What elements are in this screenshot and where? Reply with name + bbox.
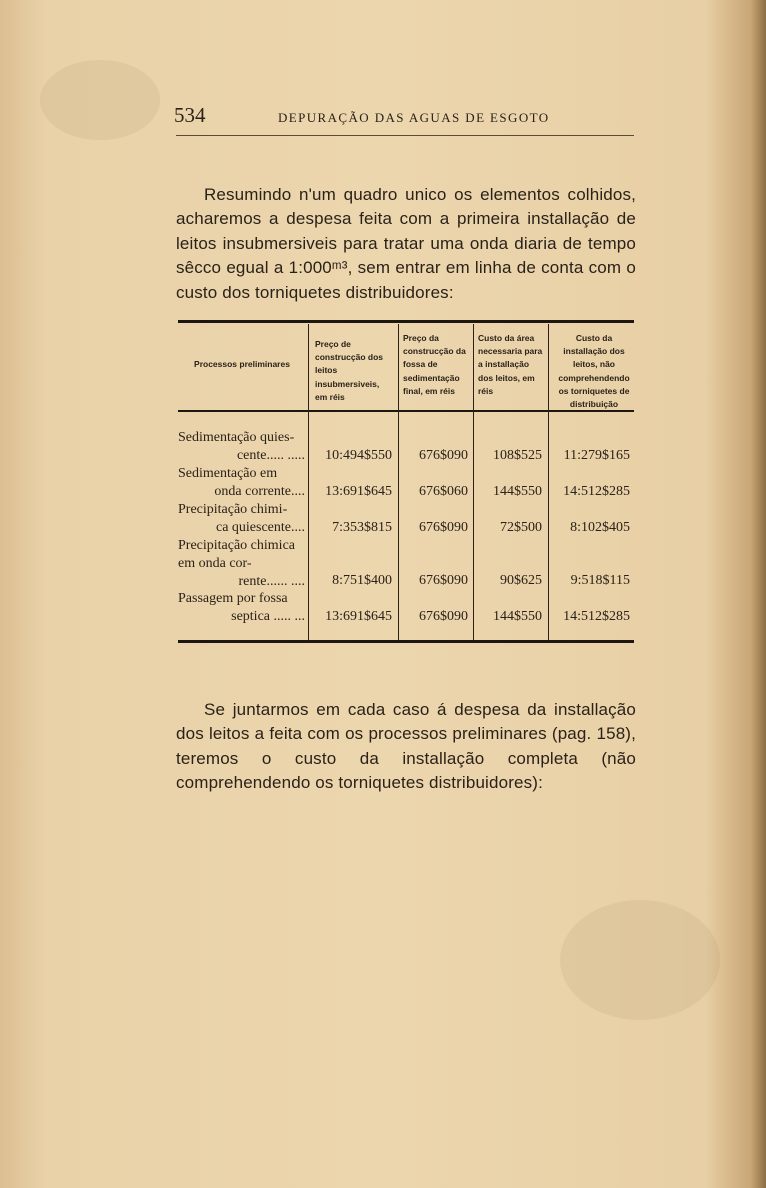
table-cell: 144$550: [493, 609, 542, 624]
table-cell: 13:691$645: [325, 484, 392, 499]
table-cell: 14:512$285: [563, 609, 630, 624]
table-cell: 13:691$645: [325, 609, 392, 624]
conclusion-paragraph: Se juntarmos em cada caso á despesa da installação dos leitos a feita com os processos preliminares (pag. 158), teremos o custo da installação completa (não comprehendendo os torniquetes distribuidores):: [176, 700, 636, 793]
header-processos: Processos preliminares: [194, 359, 290, 369]
table-cell: 676$090: [419, 448, 468, 463]
table-top-rule: [178, 320, 634, 323]
running-title: DEPURAÇÃO DAS AGUAS DE ESGOTO: [278, 110, 550, 125]
table-cell: 108$525: [493, 448, 542, 463]
running-head: [0, 0, 766, 140]
column-divider: [398, 324, 399, 640]
page-number: 534: [174, 103, 206, 127]
row-label: Passagem por fossa septica ..... ...: [178, 591, 305, 624]
table-cell: 676$090: [419, 520, 468, 535]
intro-paragraph: Resumindo n'um quadro unico os elementos colhidos, acharemos a despesa feita com a primeira installação de leitos insubmersiveis para tratar uma onda diaria de tempo sêcco egual a 1:000ᵐ³, sem entrar em linha de conta com o custo dos torniquetes distribuidores:: [176, 185, 636, 302]
paper-stain: [560, 900, 720, 1020]
header-custo-area: Custo da área necessaria para a installação dos leitos, em réis: [478, 333, 543, 396]
table-cell: 72$500: [500, 520, 542, 535]
table-cell: 10:494$550: [325, 448, 392, 463]
header-preco-leitos: Preço de construcção dos leitos insubmersiveis, em réis: [315, 339, 384, 402]
column-divider: [308, 324, 309, 640]
table-cell: 14:512$285: [563, 484, 630, 499]
row-label: Sedimentação quies- cente..... .....: [178, 430, 305, 463]
table-cell: 144$550: [493, 484, 542, 499]
table-cell: 8:102$405: [570, 520, 630, 535]
table-cell: 7:353$815: [332, 520, 392, 535]
table-cell: 676$090: [419, 609, 468, 624]
header-preco-fossa: Preço da construcção da fossa de sedimentação final, em réis: [403, 333, 466, 396]
row-label: Precipitação chimica em onda cor- rente...... ....: [178, 538, 305, 589]
row-label: Sedimentação em onda corrente....: [178, 466, 305, 499]
cost-table: [178, 320, 634, 645]
header-custo-installacao: Custo da installação dos leitos, não comprehendendo os torniquetes de distribuição: [558, 333, 630, 410]
table-cell: 90$625: [500, 573, 542, 588]
header-rule: [176, 135, 634, 136]
column-divider: [548, 324, 549, 640]
table-cell: 676$090: [419, 573, 468, 588]
table-cell: 676$060: [419, 484, 468, 499]
column-divider: [473, 324, 474, 640]
table-cell: 11:279$165: [563, 448, 630, 463]
table-cell: 9:518$115: [570, 573, 630, 588]
table-cell: 8:751$400: [332, 573, 392, 588]
row-label: Precipitação chimi- ca quiescente....: [178, 502, 305, 535]
table-bottom-rule: [178, 640, 634, 643]
